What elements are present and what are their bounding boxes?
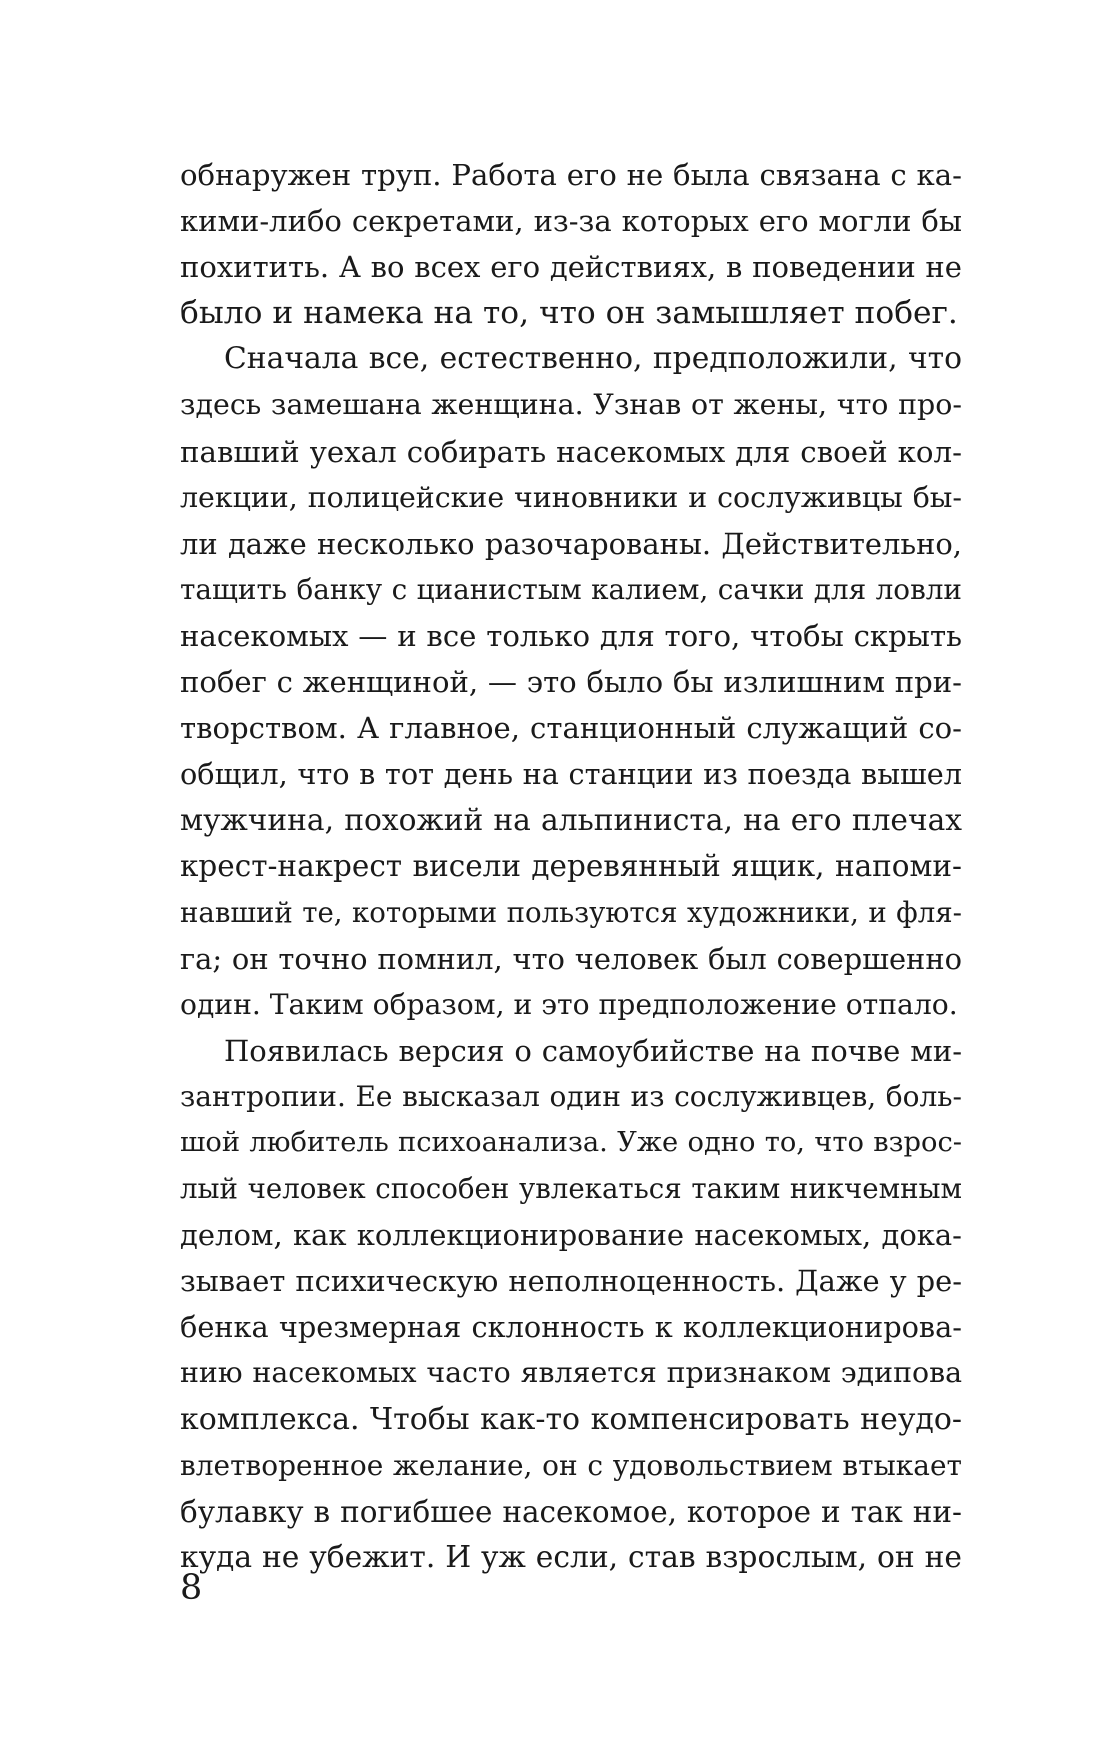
text-line: ли даже несколько разочарованы. Действительно, bbox=[180, 526, 962, 561]
paragraph bbox=[180, 152, 962, 336]
text-line: Сначала все, естественно, предположили, что bbox=[224, 341, 962, 377]
text-line: здесь замешана женщина. Узнав от жены, что про- bbox=[180, 388, 962, 422]
text-line: зывает психическую неполноценность. Даже у ре- bbox=[180, 1264, 962, 1299]
text-line: было и намека на то, что он замышляет побег. bbox=[180, 295, 958, 332]
text-line: делом, как коллекционирование насекомых, дока- bbox=[180, 1218, 962, 1253]
text-line: булавку в погибшее насекомое, которое и так ни- bbox=[180, 1494, 962, 1529]
text-line: шой любитель психоанализа. Уже одно то, что взрос- bbox=[180, 1126, 962, 1158]
text-line: один. Таким образом, и это предположение отпало. bbox=[180, 987, 958, 1021]
paragraph bbox=[180, 1028, 962, 1581]
text-line: лекции, полицейские чиновники и сослуживцы бы- bbox=[180, 480, 962, 514]
text-line: похитить. А во всех его действиях, в поведении не bbox=[180, 250, 962, 285]
text-line: кими-либо секретами, из-за которых его могли бы bbox=[180, 204, 962, 239]
text-line: павший уехал собирать насекомых для своей кол- bbox=[180, 434, 962, 469]
text-line: комплекса. Чтобы как-то компенсировать неудо- bbox=[180, 1401, 962, 1437]
text-line: тащить банку с цианистым калием, сачки для ловли bbox=[180, 572, 962, 606]
text-line: Появилась версия о самоубийстве на почве ми- bbox=[224, 1033, 962, 1068]
text-line: лый человек способен увлекаться таким никчемным bbox=[180, 1172, 962, 1206]
text-line: зантропии. Ее высказал один из сослуживцев, боль- bbox=[180, 1079, 962, 1113]
paragraph bbox=[180, 336, 962, 1027]
page-number: 8 bbox=[180, 1568, 203, 1608]
text-line: нию насекомых часто является признаком эдипова bbox=[180, 1356, 962, 1390]
body-text bbox=[180, 152, 962, 1581]
text-line: мужчина, похожий на альпиниста, на его плечах bbox=[180, 802, 962, 838]
text-line: крест-накрест висели деревянный ящик, напоми- bbox=[180, 849, 962, 884]
text-line: бенка чрезмерная склонность к коллекционирова- bbox=[180, 1310, 962, 1345]
text-line: побег с женщиной, — это было бы излишним при- bbox=[180, 665, 962, 700]
text-line: навший те, которыми пользуются художники, и фля- bbox=[180, 895, 962, 929]
text-line: обнаружен труп. Работа его не была связана с ка- bbox=[180, 158, 962, 192]
text-line: общил, что в тот день на станции из поезда вышел bbox=[180, 757, 962, 792]
text-line: влетворенное желание, он с удовольствием втыкает bbox=[180, 1448, 962, 1482]
text-line: куда не убежит. И уж если, став взрослым, он не bbox=[180, 1539, 962, 1575]
text-line: насекомых — и все только для того, чтобы скрыть bbox=[180, 618, 962, 653]
text-line: га; он точно помнил, что человек был совершенно bbox=[180, 941, 962, 976]
text-line: творством. А главное, станционный служащий со- bbox=[180, 711, 962, 746]
